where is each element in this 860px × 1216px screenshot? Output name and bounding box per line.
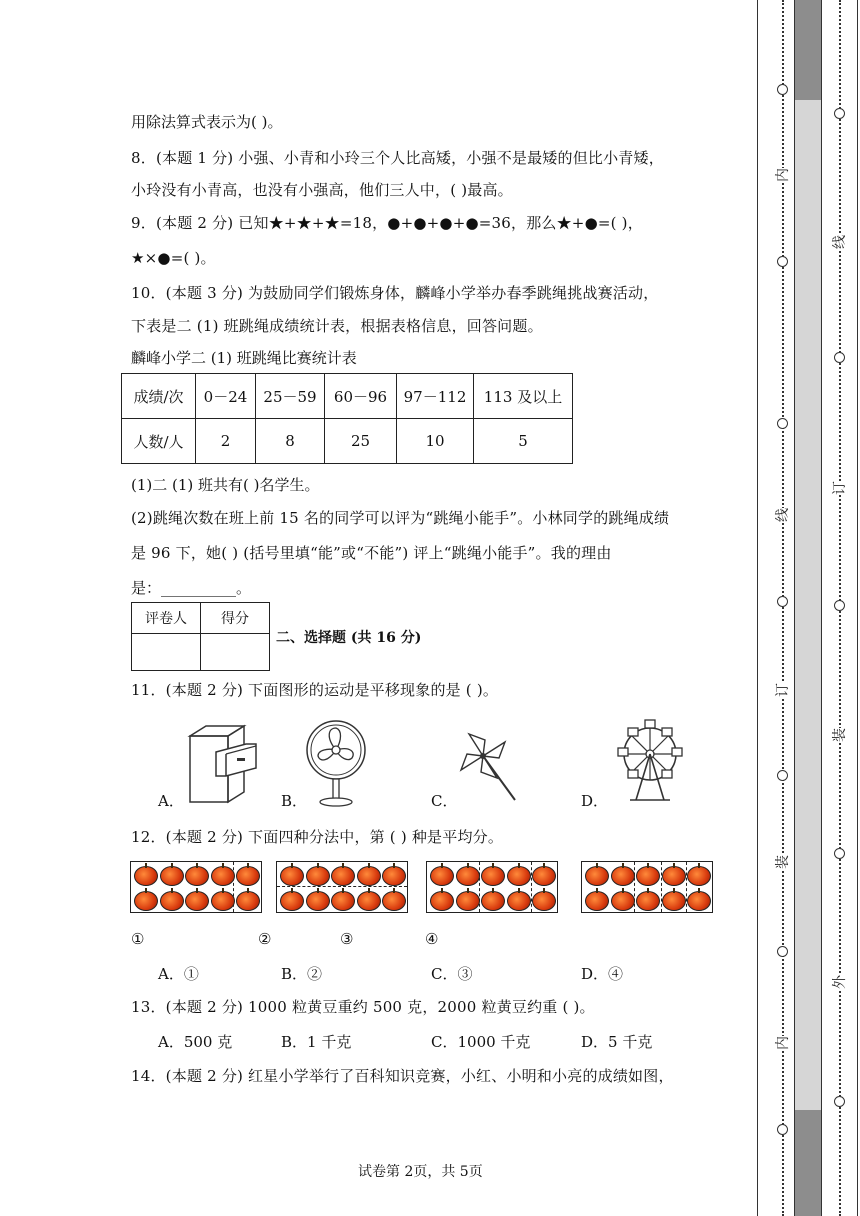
peach-icon [687, 891, 711, 911]
q10-line-2: 下表是二 (1) 班跳绳成绩统计表，根据表格信息，回答问题。 [131, 317, 543, 335]
inner-circle [777, 770, 788, 781]
peach-icon [185, 866, 209, 886]
peach-icon [585, 891, 609, 911]
outer-label: 装 [829, 728, 849, 742]
inner-label: 内 [772, 1036, 792, 1050]
q10-sub-2-line-1: (2)跳绳次数在班上前 15 名的同学可以评为“跳绳小能手”。小林同学的跳绳成绩 [131, 509, 670, 527]
q12-option-c[interactable]: C．③ [431, 965, 473, 983]
inner-circle [777, 1124, 788, 1135]
reviewer-cell[interactable] [132, 634, 201, 671]
count-cell: 8 [256, 419, 325, 464]
peach-icon [236, 866, 260, 886]
peach-icon [382, 866, 406, 886]
peach-icon [160, 866, 184, 886]
peach-icon [236, 891, 260, 911]
peach-icon [662, 891, 686, 911]
table-header-row [122, 374, 573, 419]
q8-line-1: 8．(本题 1 分) 小强、小青和小玲三个人比高矮，小强不是最矮的但比小青矮， [131, 149, 664, 167]
inner-dotted-line [782, 0, 786, 1216]
count-cell: 25 [325, 419, 397, 464]
table-data-row [122, 419, 573, 464]
header-cell: 0－24 [196, 374, 256, 419]
score-table [121, 373, 573, 464]
strip-gray-bar-bottom [795, 1110, 821, 1216]
q13-line: 13．(本题 2 分) 1000 粒黄豆重约 500 克，2000 粒黄豆约重 ( )。 [131, 998, 595, 1016]
inner-label: 内 [772, 168, 792, 182]
q13-option-d[interactable]: D．5 千克 [581, 1033, 653, 1051]
outer-circle [834, 1096, 845, 1107]
peach-group-2 [276, 861, 408, 913]
q12-option-a[interactable]: A．① [158, 965, 199, 983]
peach-icon [456, 866, 480, 886]
peach-icon [481, 866, 505, 886]
score-label: 得分 [201, 603, 270, 634]
inner-circle [777, 946, 788, 957]
peach-icon [357, 866, 381, 886]
table-title: 麟峰小学二 (1) 班跳绳比赛统计表 [131, 349, 357, 367]
count-cell: 10 [397, 419, 474, 464]
strip-gray-bar-top [795, 0, 821, 100]
peach-icon [382, 891, 406, 911]
header-cell: 113 及以上 [474, 374, 573, 419]
q12-label-3: ③ [340, 930, 354, 948]
inner-circle [777, 418, 788, 429]
q12-label-1: ① [131, 930, 145, 948]
peach-group-1 [130, 861, 262, 913]
q13-option-b[interactable]: B．1 千克 [281, 1033, 352, 1051]
inner-circle [777, 596, 788, 607]
q12-line: 12．(本题 2 分) 下面四种分法中，第 ( ) 种是平均分。 [131, 828, 504, 846]
peach-icon [306, 891, 330, 911]
outer-label: 外 [829, 975, 849, 989]
section-title: 二、选择题 (共 16 分) [276, 630, 422, 646]
pinwheel-icon [455, 728, 521, 804]
ferris-wheel-icon [610, 716, 690, 802]
outer-circle [834, 108, 845, 119]
q11-option-b[interactable]: B． [281, 792, 308, 810]
peach-icon [507, 866, 531, 886]
peach-icon [507, 891, 531, 911]
strip-inner-border [794, 0, 795, 1216]
q13-option-c[interactable]: C．1000 千克 [431, 1033, 531, 1051]
q12-option-d[interactable]: D．④ [581, 965, 624, 983]
strip-inner-border-2 [821, 0, 822, 1216]
peach-icon [211, 866, 235, 886]
header-cell: 60－96 [325, 374, 397, 419]
q10-sub-1: (1)二 (1) 班共有( )名学生。 [131, 476, 320, 494]
page-footer: 试卷第 2页，共 5页 [358, 1164, 483, 1180]
peach-icon [280, 891, 304, 911]
outer-label: 订 [829, 481, 849, 495]
q9-line-1: 9．(本题 2 分) 已知★+★+★=18，●+●+●+●=36，那么★+●=( )， [131, 214, 643, 232]
peach-icon [662, 866, 686, 886]
peach-icon [481, 891, 505, 911]
reviewer-label: 评卷人 [132, 603, 201, 634]
outer-circle [834, 600, 845, 611]
q9-line-2: ★×●=( )。 [131, 249, 216, 267]
peach-icon [430, 891, 454, 911]
header-cell: 97－112 [397, 374, 474, 419]
q12-label-2: ② [258, 930, 272, 948]
inner-circle [777, 256, 788, 267]
peach-group-3 [426, 861, 558, 913]
peach-icon [280, 866, 304, 886]
peach-icon [185, 891, 209, 911]
q12-option-b[interactable]: B．② [281, 965, 323, 983]
inner-label: 装 [772, 855, 792, 869]
inner-circle [777, 84, 788, 95]
peach-icon [636, 891, 660, 911]
grader-box [131, 602, 270, 671]
strip-gray-bar-mid [795, 100, 821, 1110]
count-cell: 5 [474, 419, 573, 464]
peach-icon [611, 866, 635, 886]
score-cell[interactable] [201, 634, 270, 671]
peach-icon [636, 866, 660, 886]
inner-label: 订 [772, 683, 792, 697]
q11-line: 11．(本题 2 分) 下面图形的运动是平移现象的是 ( )。 [131, 681, 499, 699]
header-cell: 25－59 [256, 374, 325, 419]
peach-icon [532, 891, 556, 911]
peach-icon [532, 866, 556, 886]
outer-circle [834, 352, 845, 363]
count-cell: 2 [196, 419, 256, 464]
peach-icon [134, 866, 158, 886]
row-label: 人数/人 [122, 419, 196, 464]
header-cell: 成绩/次 [122, 374, 196, 419]
outer-circle [834, 848, 845, 859]
strip-left-border [757, 0, 758, 1216]
peach-icon [331, 866, 355, 886]
peach-icon [456, 891, 480, 911]
q14-line: 14．(本题 2 分) 红星小学举行了百科知识竞赛，小红、小明和小亮的成绩如图， [131, 1067, 674, 1085]
peach-icon [687, 866, 711, 886]
inner-label: 线 [772, 508, 792, 522]
peach-icon [357, 891, 381, 911]
q7-end-line: 用除法算式表示为( )。 [131, 113, 283, 131]
outer-label: 线 [829, 235, 849, 249]
q10-sub-2-line-3: 是：__________。 [131, 579, 252, 597]
peach-icon [331, 891, 355, 911]
peach-icon [306, 866, 330, 886]
peach-icon [430, 866, 454, 886]
q10-sub-2-line-2: 是 96 下，她( ) (括号里填“能”或“不能”) 评上“跳绳小能手”。我的理由 [131, 544, 612, 562]
binding-strip [757, 0, 858, 1216]
peach-icon [211, 891, 235, 911]
q10-line-1: 10．(本题 3 分) 为鼓励同学们锻炼身体，麟峰小学举办春季跳绳挑战赛活动， [131, 284, 659, 302]
cabinet-icon [186, 722, 260, 806]
fan-icon [302, 718, 370, 808]
q11-option-c[interactable]: C． [431, 792, 458, 810]
q13-option-a[interactable]: A．500 克 [158, 1033, 233, 1051]
q11-option-d[interactable]: D． [581, 792, 609, 810]
q12-label-4: ④ [425, 930, 439, 948]
peach-group-4 [581, 861, 713, 913]
q8-line-2: 小玲没有小青高，也没有小强高，他们三人中，( )最高。 [131, 181, 513, 199]
peach-icon [585, 866, 609, 886]
peach-icon [160, 891, 184, 911]
q11-option-a[interactable]: A． [158, 792, 184, 810]
peach-icon [611, 891, 635, 911]
peach-icon [134, 891, 158, 911]
strip-right-border [857, 0, 858, 1216]
